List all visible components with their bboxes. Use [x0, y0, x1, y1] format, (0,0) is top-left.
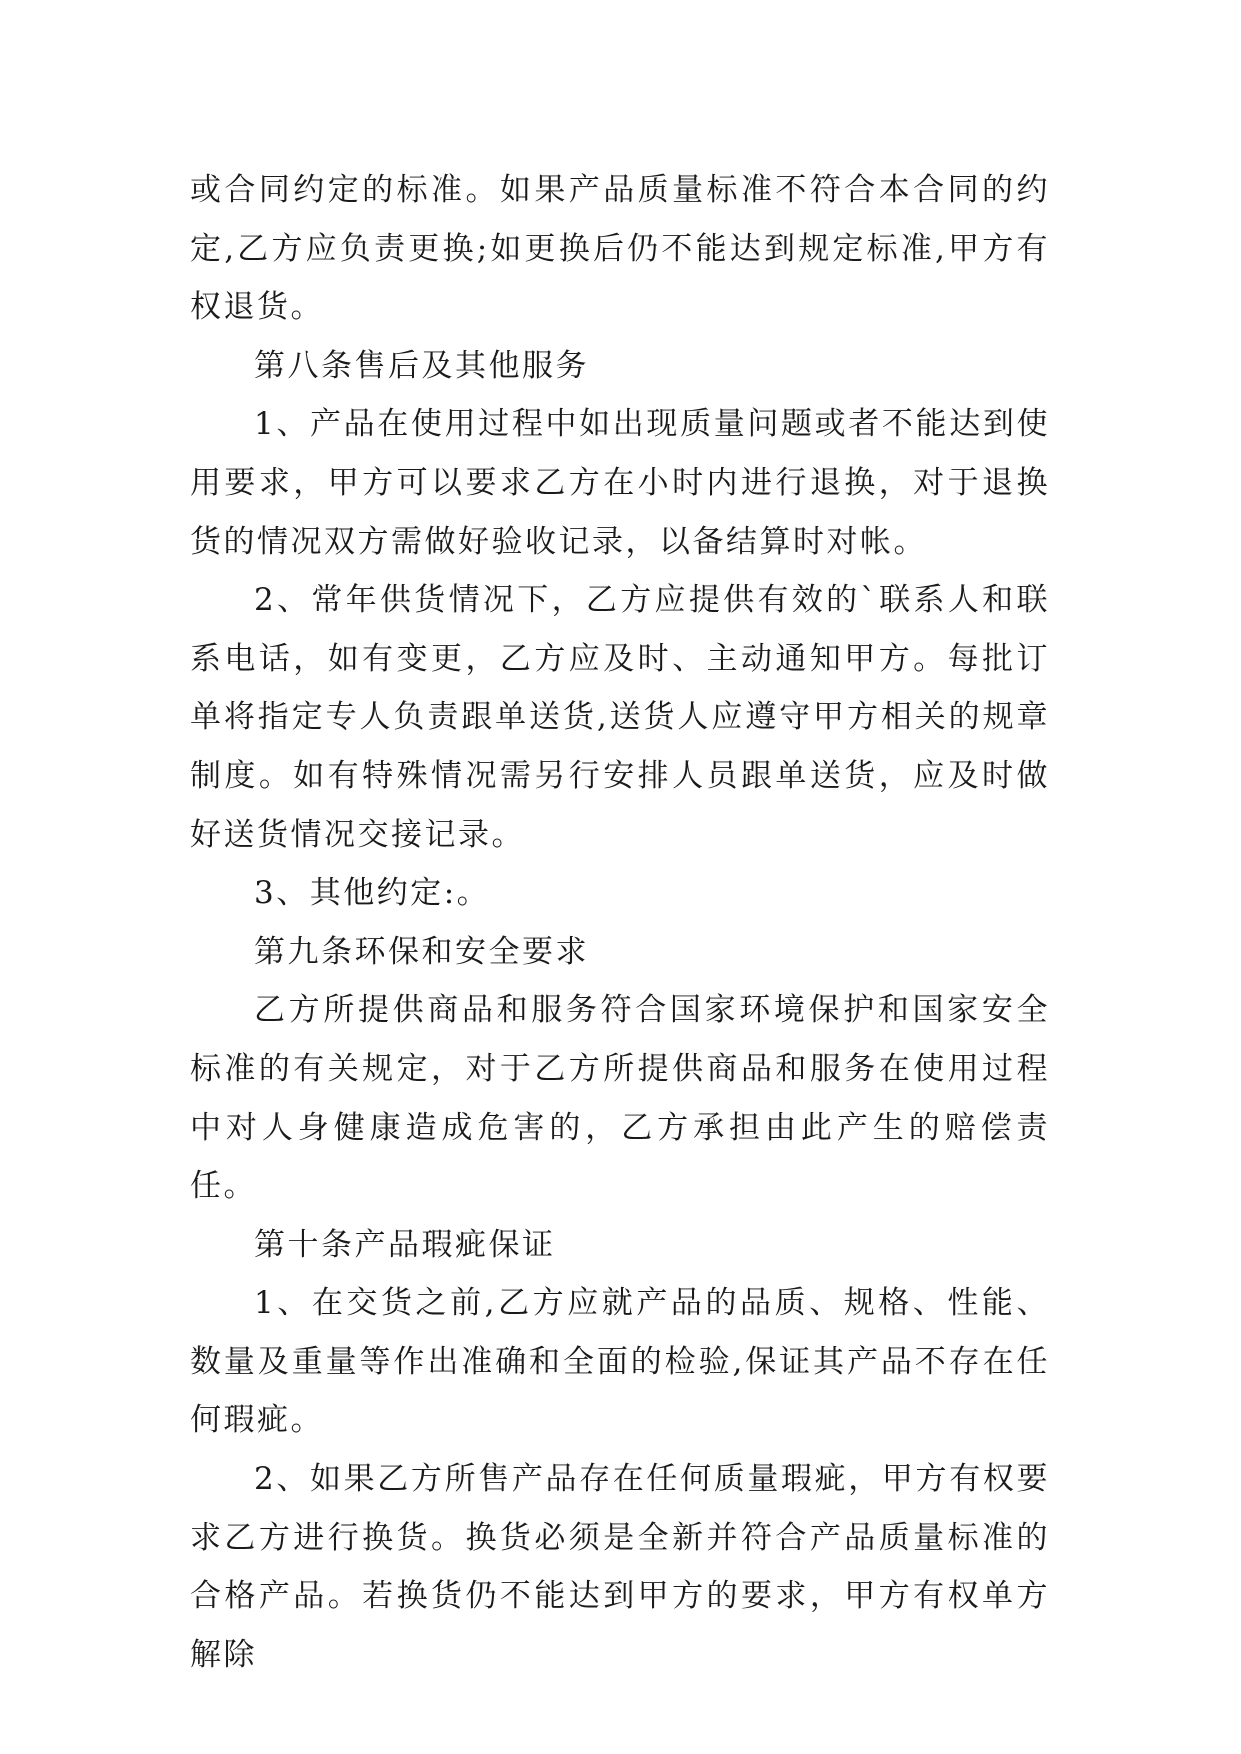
article-8-clause-1: 1、产品在使用过程中如出现质量问题或者不能达到使用要求，甲方可以要求乙方在小时内进行退换，对于退换货的情况双方需做好验收记录，以备结算时对帐。: [190, 406, 1050, 560]
article-9-body: 乙方所提供商品和服务符合国家环境保护和国家安全标准的有关规定，对于乙方所提供商品和服务在使用过程中对人身健康造成危害的，乙方承担由此产生的赔偿责任。: [190, 992, 1050, 1205]
article-9-heading: 第九条环保和安全要求: [254, 933, 589, 970]
paragraph-quality-standard: 或合同约定的标准。如果产品质量标准不符合本合同的约定,乙方应负责更换;如更换后仍不能达到规定标准,甲方有权退货。: [190, 172, 1050, 326]
article-8-clause-2: 2、常年供货情况下，乙方应提供有效的`联系人和联系电话，如有变更，乙方应及时、主动通知甲方。每批订单将指定专人负责跟单送货,送货人应遵守甲方相关的规章制度。如有特殊情况需另行安排人员跟单送货，应及时做好送货情况交接记录。: [190, 582, 1050, 853]
article-10-clause-1: 1、在交货之前,乙方应就产品的品质、规格、性能、数量及重量等作出准确和全面的检验,保证其产品不存在任何瑕疵。: [190, 1285, 1050, 1439]
article-10-clause-2: 2、如果乙方所售产品存在任何质量瑕疵，甲方有权要求乙方进行换货。换货必须是全新并符合产品质量标准的合格产品。若换货仍不能达到甲方的要求，甲方有权单方解除: [190, 1461, 1050, 1673]
document-body: [190, 161, 1050, 1684]
article-8-heading: 第八条售后及其他服务: [254, 347, 589, 384]
article-8-clause-3: 3、其他约定:。: [254, 875, 491, 912]
article-10-heading: 第十条产品瑕疵保证: [254, 1226, 556, 1263]
